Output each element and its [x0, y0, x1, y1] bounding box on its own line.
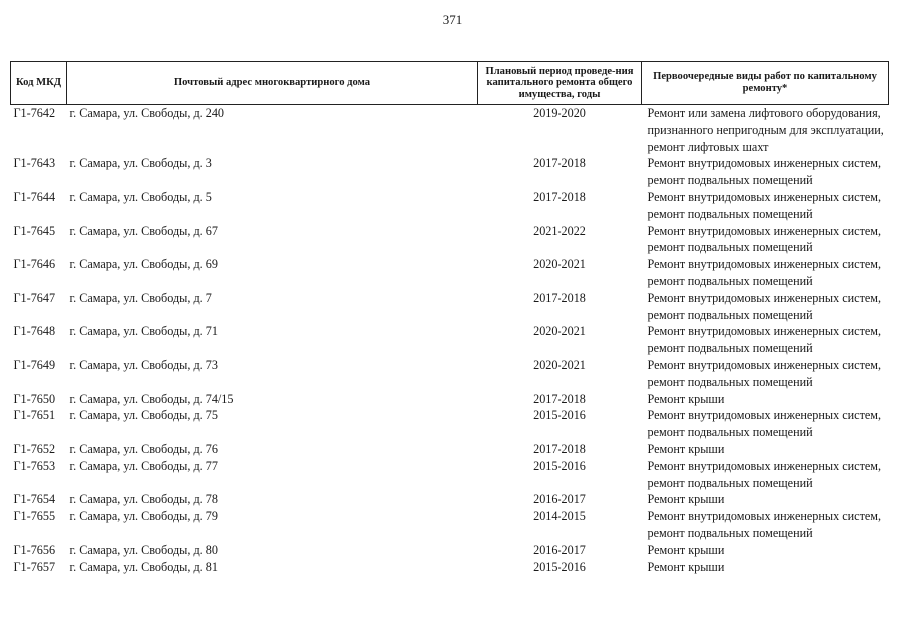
works-line: Ремонт внутридомовых инженерных систем, — [647, 223, 882, 238]
mkd-code-cell: Г1-7651 — [13, 408, 56, 423]
period-cell: 2020-2021 — [533, 324, 586, 339]
table-row — [11, 357, 889, 391]
address-cell: г. Самара, ул. Свободы, д. 71 — [69, 324, 218, 339]
works-line: Ремонт крыши — [647, 492, 725, 507]
mkd-code-cell: Г1-7648 — [13, 324, 56, 339]
works-cell — [642, 155, 889, 189]
address-cell: г. Самара, ул. Свободы, д. 67 — [69, 223, 218, 238]
table-row — [11, 256, 889, 290]
table-row — [11, 323, 889, 357]
works-line: ремонт подвальных помещений — [647, 374, 813, 389]
mkd-code-cell: Г1-7653 — [13, 458, 56, 473]
works-cell — [642, 223, 889, 257]
works-cell — [642, 542, 889, 559]
address-cell: г. Самара, ул. Свободы, д. 75 — [69, 408, 218, 423]
mkd-code-cell: Г1-7656 — [13, 542, 56, 557]
works-cell — [642, 491, 889, 508]
capital-repair-table — [10, 61, 889, 575]
works-line: ремонт подвальных помещений — [647, 307, 813, 322]
header-code: Код МКД — [11, 62, 67, 105]
table-row — [11, 458, 889, 492]
works-line: Ремонт внутридомовых инженерных систем, — [647, 408, 882, 423]
period-cell: 2017-2018 — [533, 441, 586, 456]
works-cell — [642, 559, 889, 576]
works-cell — [642, 323, 889, 357]
works-line: Ремонт внутридомовых инженерных систем, — [647, 458, 882, 473]
works-line: ремонт подвальных помещений — [647, 173, 813, 188]
table-row — [11, 407, 889, 441]
works-line: Ремонт внутридомовых инженерных систем, — [647, 290, 882, 305]
period-cell: 2020-2021 — [533, 357, 586, 372]
period-cell: 2021-2022 — [533, 223, 586, 238]
works-line: ремонт лифтовых шахт — [647, 139, 769, 154]
period-cell: 2017-2018 — [533, 391, 586, 406]
works-cell — [642, 290, 889, 324]
works-line: Ремонт крыши — [647, 391, 725, 406]
works-cell — [642, 256, 889, 290]
works-cell — [642, 357, 889, 391]
address-cell: г. Самара, ул. Свободы, д. 69 — [69, 257, 218, 272]
works-line: ремонт подвальных помещений — [647, 240, 813, 255]
address-cell: г. Самара, ул. Свободы, д. 80 — [69, 542, 218, 557]
works-line: Ремонт внутридомовых инженерных систем, — [647, 509, 882, 524]
works-line: ремонт подвальных помещений — [647, 273, 813, 288]
mkd-code-cell: Г1-7645 — [13, 223, 56, 238]
address-cell: г. Самара, ул. Свободы, д. 79 — [69, 509, 218, 524]
works-line: ремонт подвальных помещений — [647, 206, 813, 221]
works-line: Ремонт внутридомовых инженерных систем, — [647, 189, 882, 204]
mkd-code-cell: Г1-7657 — [13, 559, 56, 574]
mkd-code-cell: Г1-7643 — [13, 156, 56, 171]
table-row — [11, 155, 889, 189]
period-cell: 2016-2017 — [533, 542, 586, 557]
works-line: ремонт подвальных помещений — [647, 475, 813, 490]
period-cell: 2017-2018 — [533, 290, 586, 305]
period-cell: 2015-2016 — [533, 458, 586, 473]
mkd-code-cell: Г1-7655 — [13, 509, 56, 524]
header-row — [11, 62, 889, 105]
works-line: Ремонт внутридомовых инженерных систем, — [647, 257, 882, 272]
works-line: Ремонт крыши — [647, 542, 725, 557]
works-line: Ремонт крыши — [647, 559, 725, 574]
works-cell — [642, 391, 889, 408]
address-cell: г. Самара, ул. Свободы, д. 76 — [69, 441, 218, 456]
works-cell — [642, 441, 889, 458]
works-cell — [642, 458, 889, 492]
address-cell: г. Самара, ул. Свободы, д. 5 — [69, 189, 212, 204]
works-line: Ремонт крыши — [647, 441, 725, 456]
works-cell — [642, 189, 889, 223]
table-row — [11, 559, 889, 576]
works-cell — [642, 508, 889, 542]
address-cell: г. Самара, ул. Свободы, д. 78 — [69, 492, 218, 507]
period-cell: 2016-2017 — [533, 492, 586, 507]
period-cell: 2015-2016 — [533, 559, 586, 574]
table-row — [11, 223, 889, 257]
table-row — [11, 391, 889, 408]
header-period: Плановый период проведе-ния капитального ремонта общего имущества, годы — [478, 62, 642, 105]
works-line: Ремонт внутридомовых инженерных систем, — [647, 156, 882, 171]
header-address: Почтовый адрес многоквартирного дома — [67, 62, 478, 105]
table-row — [11, 105, 889, 156]
works-line: Ремонт внутридомовых инженерных систем, — [647, 357, 882, 372]
period-cell: 2017-2018 — [533, 156, 586, 171]
address-cell: г. Самара, ул. Свободы, д. 81 — [69, 559, 218, 574]
address-cell: г. Самара, ул. Свободы, д. 7 — [69, 290, 212, 305]
table-row — [11, 290, 889, 324]
works-cell — [642, 105, 889, 156]
address-cell: г. Самара, ул. Свободы, д. 240 — [69, 106, 225, 120]
table-row — [11, 542, 889, 559]
mkd-code-cell: Г1-7654 — [13, 492, 56, 507]
table-row — [11, 508, 889, 542]
period-cell: 2014-2015 — [533, 509, 586, 524]
table-body — [11, 105, 889, 576]
mkd-code-cell: Г1-7642 — [13, 106, 56, 120]
address-cell: г. Самара, ул. Свободы, д. 73 — [69, 357, 218, 372]
works-line: ремонт подвальных помещений — [647, 525, 813, 540]
table-row — [11, 491, 889, 508]
works-line: Ремонт внутридомовых инженерных систем, — [647, 324, 882, 339]
works-line: ремонт подвальных помещений — [647, 425, 813, 440]
works-cell — [642, 407, 889, 441]
mkd-code-cell: Г1-7647 — [13, 290, 56, 305]
address-cell: г. Самара, ул. Свободы, д. 3 — [69, 156, 212, 171]
mkd-code-cell: Г1-7646 — [13, 257, 56, 272]
address-cell: г. Самара, ул. Свободы, д. 74/15 — [69, 391, 234, 406]
works-line: признанного непригодным для эксплуатации, — [647, 122, 884, 137]
address-cell: г. Самара, ул. Свободы, д. 77 — [69, 458, 218, 473]
table-header — [11, 62, 889, 105]
header-works: Первоочередные виды работ по капитальному ремонту* — [642, 62, 889, 105]
period-cell: 2020-2021 — [533, 257, 586, 272]
works-line: ремонт подвальных помещений — [647, 341, 813, 356]
period-cell: 2017-2018 — [533, 189, 586, 204]
mkd-code-cell: Г1-7650 — [13, 391, 56, 406]
period-cell: 2019-2020 — [533, 106, 586, 120]
table-row — [11, 189, 889, 223]
mkd-code-cell: Г1-7649 — [13, 357, 56, 372]
mkd-code-cell: Г1-7652 — [13, 441, 56, 456]
period-cell: 2015-2016 — [533, 408, 586, 423]
table-row — [11, 441, 889, 458]
mkd-code-cell: Г1-7644 — [13, 189, 56, 204]
page-number: 371 — [442, 12, 463, 27]
works-line: Ремонт или замена лифтового оборудования, — [647, 106, 881, 120]
